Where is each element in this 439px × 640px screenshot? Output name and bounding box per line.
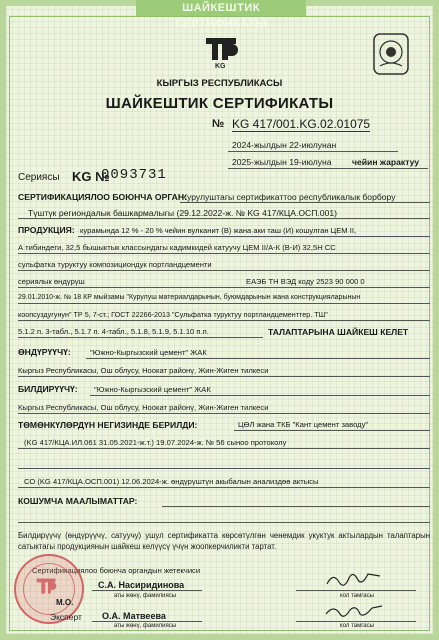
extra-label: КОШУМЧА МААЛЫМАТТАР: (18, 496, 138, 506)
org-head-label: Сертификациялоо боюнча органдын жетекчиси (32, 566, 201, 575)
applicant-address: Кыргыз Республикасы, Ош облусу, Ноокат районү, Жин-Жиген тилкеси (18, 403, 269, 412)
valid-label: чейин жарактуу (352, 157, 420, 167)
product-line1: курамында 12 % - 20 % чейин вулканит (В) жана аки таш (И) кошулган ЦЕМ II, (80, 226, 357, 235)
req-suffix: ТАЛАПТАРЫНА ШАЙКЕШ КЕЛЕТ (268, 327, 409, 337)
date-valid: 2025-жылдын 19-июлуна (232, 157, 332, 167)
manufacturer-address: Кыргыз Республикасы, Ош облусу, Ноокат районү, Жин-Жиген тилкеси (18, 366, 269, 375)
manufacturer-label: ӨНДҮРҮҮЧҮ: (18, 347, 71, 357)
basis-line1: ЦӨЛ жана ТКБ "Кант цемент заводу" (238, 420, 369, 429)
head-name-caption: аты жөнү, фамилиясы (114, 593, 177, 599)
number-symbol: № (212, 118, 225, 130)
expert-signature-caption: кол тамгасы (340, 623, 374, 629)
req-line3: 5.1.2 п. 3-табл., 5.1.7 п. 4-табл., 5.1.8, 5.1.9, 5.1.10 п.п. (18, 327, 209, 336)
header-band: ШАЙКЕШТИК СЕРТИФИКАТЫ (136, 0, 306, 16)
certificate-number: KG 417/001.KG.02.01075 (232, 117, 371, 131)
logo-icon (202, 36, 242, 70)
org-line2: Түштүк региондалык башкармалыгы (29.12.2022-ж. № KG 417/КЦА.ОСП.001) (28, 208, 337, 218)
product-line3: сульфатка туруктуу композициондук портландцементи (18, 260, 212, 269)
seal-logo-icon (16, 556, 78, 618)
applicant-label: БИЛДИРҮҮЧҮ: (18, 384, 78, 394)
serial-production: сериялык өндүрүш (18, 277, 85, 286)
mp-label: М.О. (56, 598, 74, 607)
serial-series: KG № (72, 169, 110, 184)
responsibility-note: Билдирүүчү (өндүрүүчү, сатуучу) ушул сертификатта көрсөтүлгөн ченемдик укуктук актылардын талаптарын сатыктагы продукциянын шайкеш келүүсү үчүн жоопкерчиликти тартат. (18, 531, 430, 551)
code-text: ЕАЭБ ТН ВЭД коду 2523 90 000 0 (246, 277, 365, 286)
date-issued: 2024-жылдын 22-июлунан (232, 140, 337, 150)
certificate-title: ШАЙКЕШТИК СЕРТИФИКАТЫ (105, 95, 334, 112)
expert-name: О.А. Матвеева (102, 611, 166, 621)
applicant-name: "Южно-Кыргызский цемент" ЖАК (94, 385, 211, 394)
head-signature-caption: кол тамгасы (340, 593, 374, 599)
expert-label: Эксперт (50, 612, 82, 622)
logo-text: KG (215, 63, 226, 70)
req-line2: коопсуздугунун" ТР 5, 7-ст.; ГОСТ 22266-2013 "Сульфатка туруктуу портландцементтер. ТШ" (18, 310, 328, 319)
org-line1: Курулуштагы сертификаттоо республикалык борбору (182, 192, 396, 202)
serial-number: 0093731 (101, 167, 167, 183)
product-line2: А тибиндеги, 32,5 бышыктык классындагы кадимкидей катуучу ЦЕМ II/А-К (В-И) 32,5Н СС (18, 243, 336, 252)
head-signature-icon (324, 570, 384, 588)
head-name: С.А. Насиридинова (98, 580, 185, 590)
emblem-icon (372, 32, 410, 76)
expert-signature-icon (322, 602, 388, 622)
manufacturer-name: "Южно-Кыргызский цемент" ЖАК (90, 348, 207, 357)
expert-name-caption: аты жөнү, фамилиясы (114, 623, 177, 629)
republic-name: КЫРГЫЗ РЕСПУБЛИКАСЫ (156, 78, 283, 89)
serial-label: Сериясы (18, 172, 60, 183)
basis-line3: СО (KG 417/КЦА.ОСП.001) 12.06.2024-ж. өндүрүштүн акыбалын анализдөө актысы (24, 477, 319, 486)
req-line1: 29.01.2010-ж. № 18 КР мыйзамы "Курулуш материалдарынын, буюмдарынын жана конструкцияларынын (18, 294, 361, 301)
org-label: СЕРТИФИКАЦИЯЛОО БОЮНЧА ОРГАН: (18, 192, 187, 202)
basis-label: ТӨМӨНКҮЛӨРДҮН НЕГИЗИНДЕ БЕРИЛДИ: (18, 420, 198, 430)
product-label: ПРОДУКЦИЯ: (18, 225, 75, 235)
basis-line2: (KG 417/КЦА.ИЛ.061 31.05.2021-ж.т.) 19.07.2024-ж. № 56 сынoo протоколу (24, 438, 287, 447)
